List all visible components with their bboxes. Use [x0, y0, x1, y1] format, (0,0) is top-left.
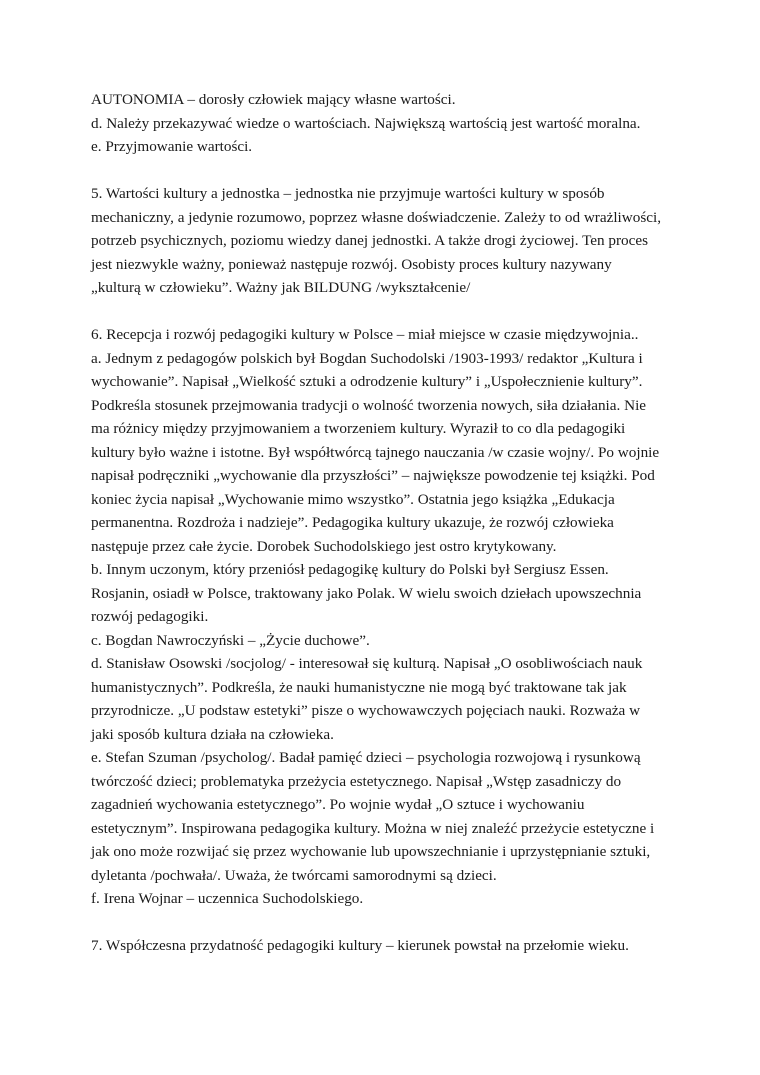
text-line: potrzeb psychicznych, poziomu wiedzy danej jednostki. A także drogi życiowej. Ten proces — [91, 232, 649, 249]
text-line: estetycznym”. Inspirowana pedagogika kultury. Można w niej znaleźć przeżycie estetyczne i — [91, 819, 655, 837]
text-line: permanentna. Rozdroża i nadzieje”. Pedagogika kultury ukazuje, że rozwój człowieka — [91, 514, 614, 531]
paragraph-gap — [91, 300, 681, 324]
document-text — [91, 88, 681, 958]
text-line: c. Bogdan Nawroczyński – „Życie duchowe”. — [91, 631, 370, 649]
paragraph-block — [91, 182, 681, 300]
text-line: b. Innym uczonym, który przeniósł pedagogikę kultury do Polski był Sergiusz Essen. — [91, 561, 609, 578]
text-line: dyletanta /pochwała/. Uważa, że twórcami samorodnymi są dzieci. — [91, 866, 497, 884]
text-line: f. Irena Wojnar – uczennica Suchodolskiego. — [91, 890, 364, 907]
text-line: e. Przyjmowanie wartości. — [91, 138, 253, 155]
text-line: jaki sposób kultura działa na człowieka. — [91, 725, 334, 743]
text-line: jest niezwykle ważny, ponieważ następuje rozwój. Osobisty proces kultury nazywany — [91, 255, 612, 273]
text-line: zagadnień wychowania estetycznego”. Po wojnie wydał „O sztuce i wychowaniu — [91, 796, 585, 813]
text-line: humanistycznych”. Podkreśla, że nauki humanistyczne nie mogą być traktowane tak jak — [91, 678, 627, 696]
text-line: mechaniczny, a jedynie rozumowo, poprzez własne doświadczenie. Zależy to od wrażliwości, — [91, 208, 662, 226]
text-line: kultury było ważne i istotne. Był współtwórcą tajnego nauczania /w czasie wojny/. Po wojnie — [91, 443, 660, 461]
text-line: rozwój pedagogiki. — [91, 608, 209, 625]
text-line: następuje przez całe życie. Dorobek Suchodolskiego jest ostro krytykowany. — [91, 537, 557, 555]
paragraph-block — [91, 323, 681, 911]
text-line: twórczość dzieci; problematyka przeżycia estetycznego. Napisał „Wstęp zasadniczy do — [91, 772, 622, 790]
text-line: d. Należy przekazywać wiedze o wartościach. Największą wartością jest wartość moralna. — [91, 114, 641, 132]
text-line: napisał podręczniki „wychowanie dla przyszłości” – największe powodzenie tej książki. Pod — [91, 467, 655, 484]
text-line: ma różnicy między przyjmowaniem a tworzeniem kultury. Wyraził to co dla pedagogiki — [91, 420, 626, 437]
paragraph-gap — [91, 159, 681, 183]
text-line: wychowanie”. Napisał „Wielkość sztuki a odrodzenie kultury” i „Uspołecznienie kultury”. — [91, 373, 643, 390]
text-line: Podkreśla stosunek przejmowania tradycji o wolność tworzenia nowych, siła działania. Nie — [91, 396, 647, 414]
text-line: 5. Wartości kultury a jednostka – jednostka nie przyjmuje wartości kultury w sposób — [91, 185, 605, 202]
text-line: a. Jednym z pedagogów polskich był Bogdan Suchodolski /1903-1993/ redaktor „Kultura i — [91, 349, 643, 367]
text-line: e. Stefan Szuman /psycholog/. Badał pamięć dzieci – psychologia rozwojową i rysunkową — [91, 749, 641, 766]
text-line: 6. Recepcja i rozwój pedagogiki kultury w Polsce – miał miejsce w czasie międzywojnia.. — [91, 326, 639, 343]
text-line: koniec życia napisał „Wychowanie mimo wszystko”. Ostatnia jego książka „Edukacja — [91, 490, 615, 508]
text-line: d. Stanisław Osowski /socjolog/ - interesował się kulturą. Napisał „O osobliwościach nauk — [91, 655, 643, 672]
text-line: „kulturą w człowieku”. Ważny jak BILDUNG /wykształcenie/ — [91, 279, 471, 296]
paragraph-block — [91, 88, 681, 159]
text-line: 7. Współczesna przydatność pedagogiki kultury – kierunek powstał na przełomie wieku. — [91, 937, 629, 954]
paragraph-gap — [91, 911, 681, 935]
text-line: Rosjanin, osiadł w Polsce, traktowany jako Polak. W wielu swoich dziełach upowszechnia — [91, 584, 642, 602]
text-line: przyrodnicze. „U podstaw estetyki” pisze o wychowawczych pojęciach nauki. Rozważa w — [91, 702, 641, 719]
paragraph-block — [91, 934, 681, 958]
text-line: AUTONOMIA – dorosły człowiek mający własne wartości. — [91, 91, 456, 108]
text-line: jak ono może rozwijać się przez wychowanie lub upowszechnianie i uprzystępnianie sztuki, — [91, 843, 651, 860]
